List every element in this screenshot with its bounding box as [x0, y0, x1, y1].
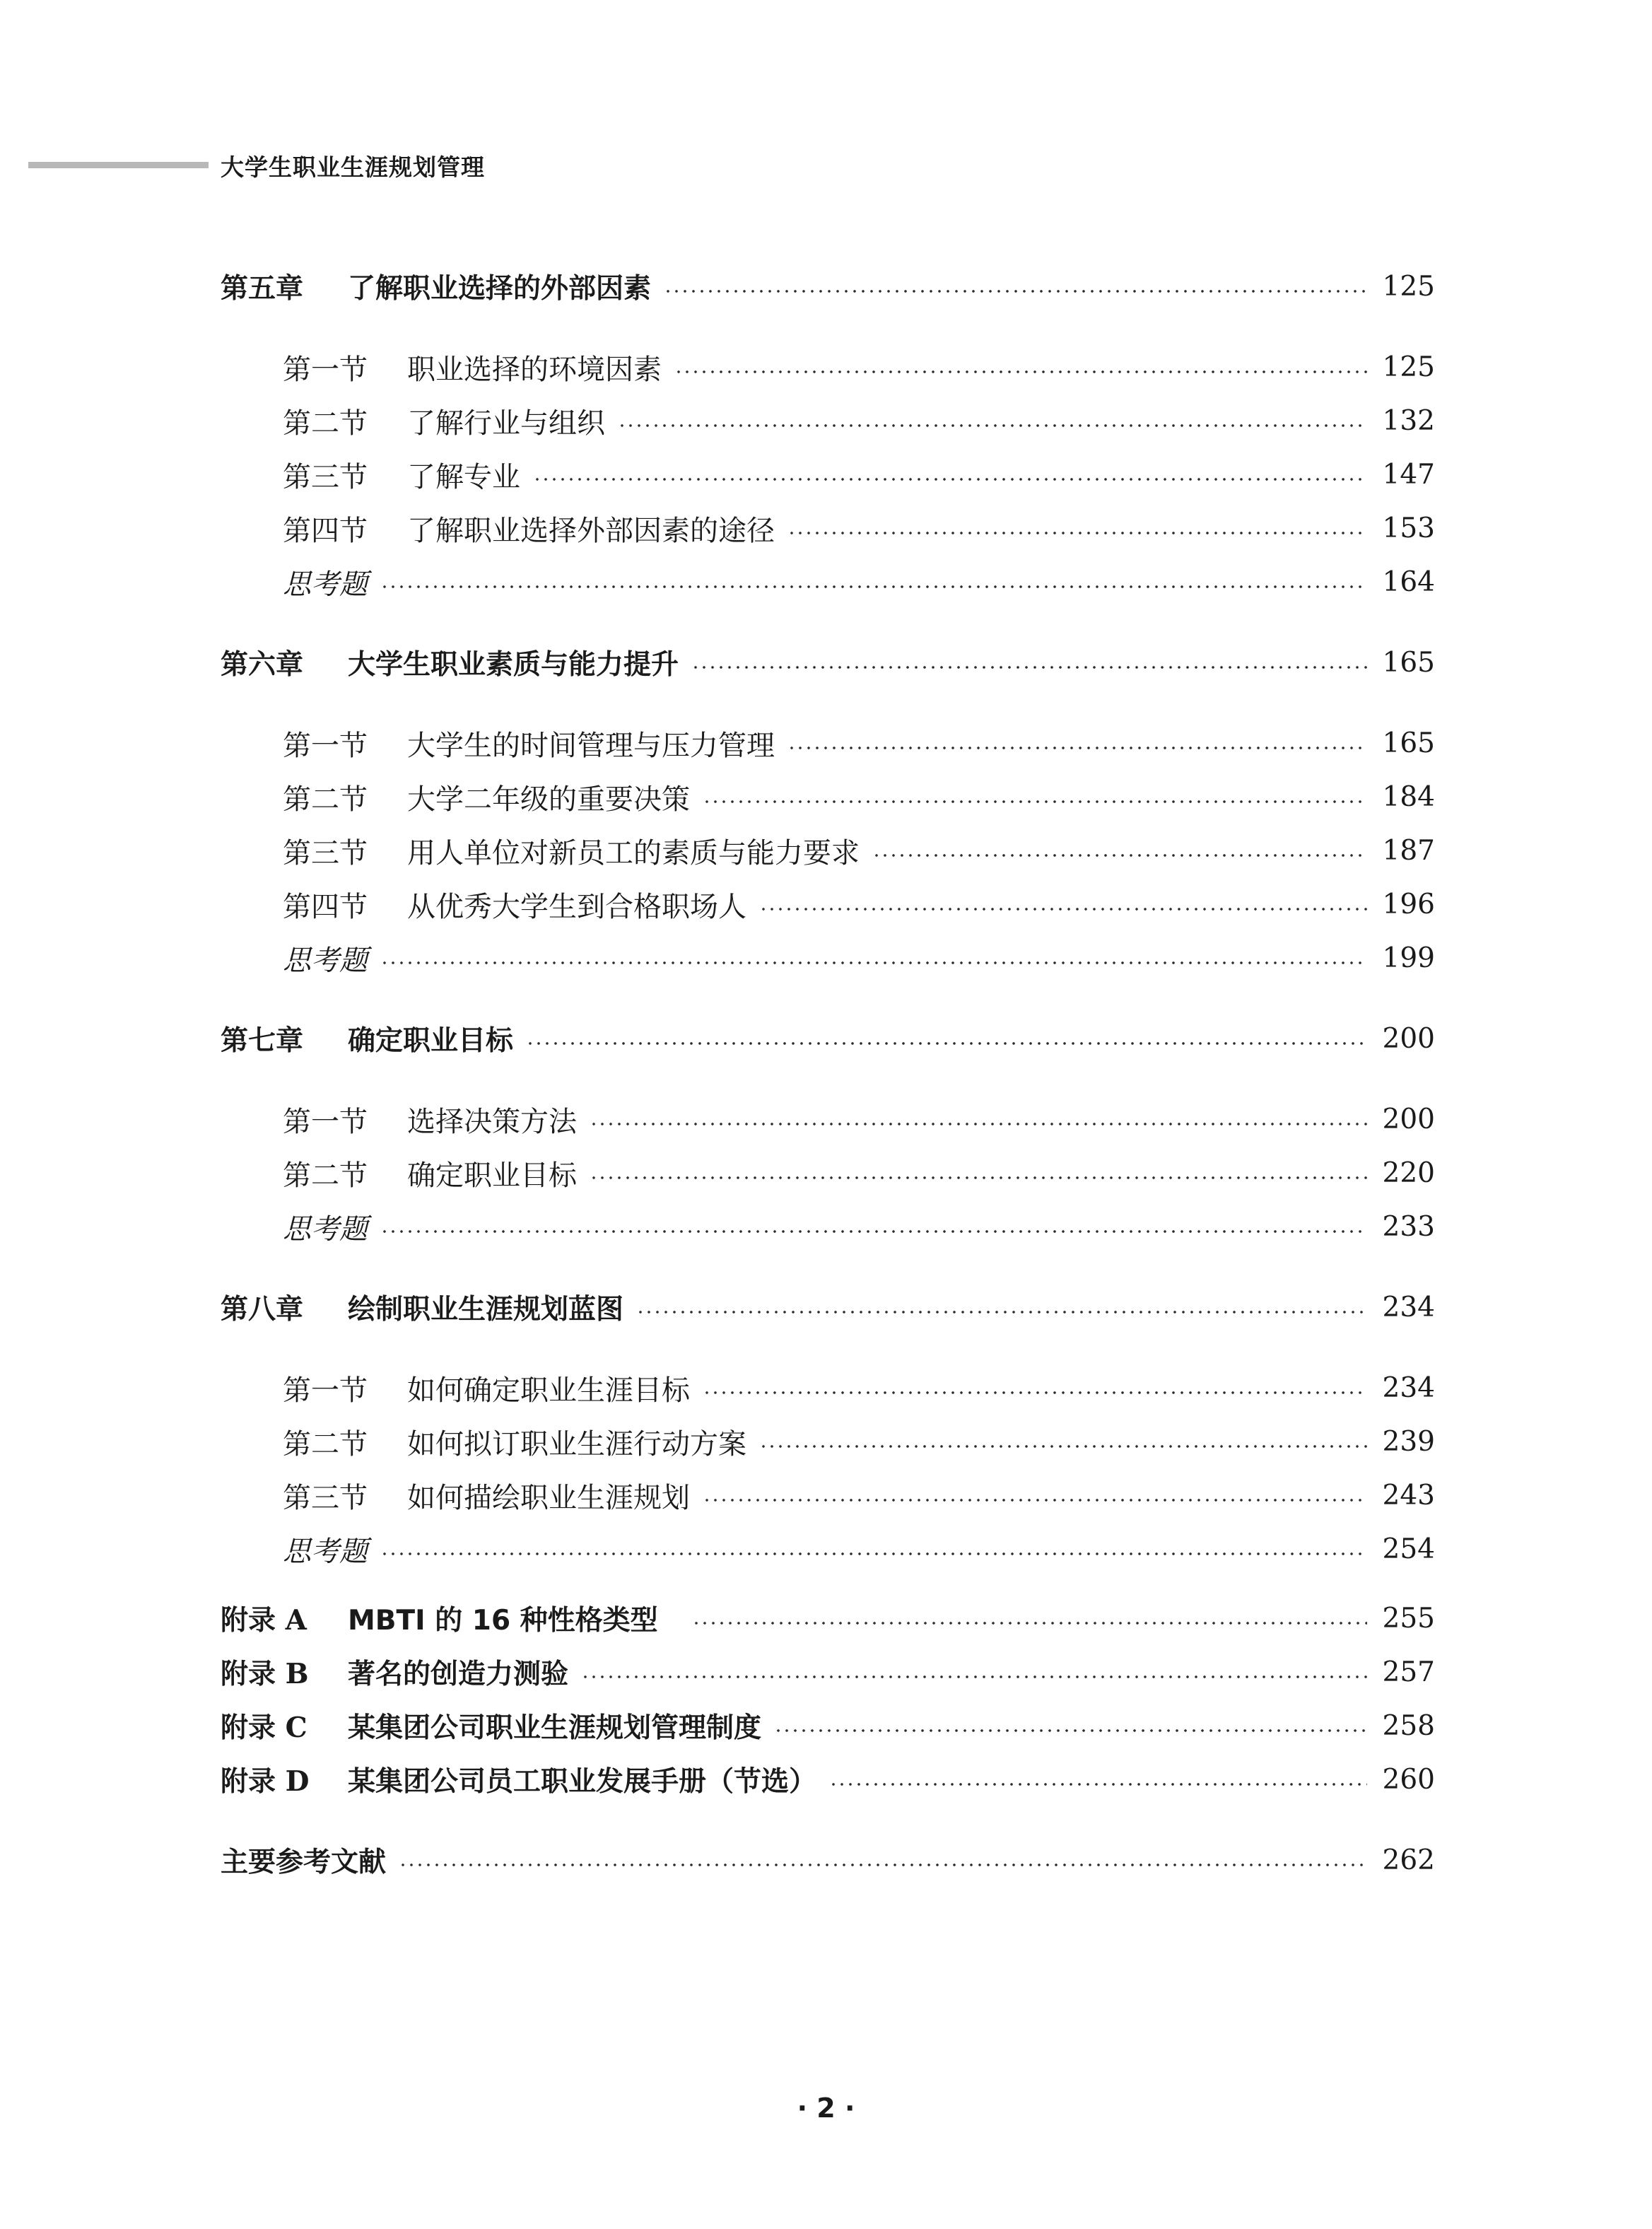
toc-questions-8[interactable] [283, 1528, 1435, 1570]
section-title: 从优秀大学生到合格职场人 [407, 890, 746, 923]
toc-section-8-3[interactable] [283, 1474, 1435, 1516]
section-title: 用人单位对新员工的素质与能力要求 [407, 836, 860, 870]
section-number: 第二节 [283, 1427, 368, 1461]
page-number: 262 [1382, 1844, 1435, 1876]
toc-chapter-8[interactable] [221, 1286, 1435, 1328]
section-number: 第一节 [283, 1374, 368, 1407]
chapter-number: 第八章 [221, 1294, 304, 1326]
questions-title: 思考题 [283, 944, 368, 977]
page-number: 125 [1382, 351, 1435, 383]
toc-chapter-7[interactable] [221, 1017, 1435, 1060]
dot-leader [829, 1783, 1367, 1786]
section-title: 如何描绘职业生涯规划 [407, 1481, 690, 1514]
dot-leader [399, 1864, 1367, 1866]
dot-leader [703, 800, 1367, 803]
appendix-number: 附录 C [221, 1712, 307, 1744]
appendix-title: MBTI 的 16 种性格类型 [348, 1605, 658, 1637]
section-title: 了解职业选择外部因素的途径 [407, 514, 775, 547]
toc-section-6-4[interactable] [283, 883, 1435, 925]
appendix-title: 某集团公司员工职业发展手册（节选） [348, 1766, 817, 1798]
toc-section-6-3[interactable] [283, 829, 1435, 872]
page-number: 257 [1382, 1656, 1435, 1688]
toc-appendix-a[interactable] [221, 1597, 1435, 1639]
page-number: 200 [1382, 1022, 1435, 1055]
dot-leader [526, 1042, 1367, 1045]
page-number: 243 [1382, 1479, 1435, 1511]
section-number: 第一节 [283, 353, 368, 386]
page-number: 153 [1382, 512, 1435, 544]
dot-leader [691, 666, 1367, 669]
page-number: 234 [1382, 1371, 1435, 1404]
dot-leader [692, 1622, 1367, 1625]
toc-references[interactable] [221, 1839, 1435, 1881]
dot-leader [590, 1176, 1367, 1179]
page-number: 164 [1382, 566, 1435, 598]
section-number: 第一节 [283, 729, 368, 762]
dot-leader [759, 908, 1367, 911]
book-title: 大学生职业生涯规划管理 [221, 153, 485, 181]
toc-appendix-b[interactable] [221, 1651, 1435, 1693]
dot-leader [774, 1729, 1367, 1732]
section-title: 了解专业 [407, 460, 520, 493]
chapter-number: 第五章 [221, 273, 304, 305]
toc-questions-7[interactable] [283, 1205, 1435, 1248]
running-header [0, 145, 1652, 187]
page-number: 233 [1382, 1210, 1435, 1243]
section-title: 如何确定职业生涯目标 [407, 1374, 690, 1407]
dot-leader [787, 747, 1367, 749]
toc-questions-5[interactable] [283, 561, 1435, 603]
toc-appendix-c[interactable] [221, 1704, 1435, 1747]
section-title: 职业选择的环境因素 [407, 353, 662, 386]
toc-section-7-2[interactable] [283, 1152, 1435, 1194]
page-number: 255 [1382, 1602, 1435, 1634]
toc-section-5-4[interactable] [283, 507, 1435, 549]
chapter-title: 大学生职业素质与能力提升 [348, 649, 679, 681]
dot-leader [872, 854, 1367, 857]
dot-leader [380, 585, 1367, 588]
toc-chapter-5[interactable] [221, 265, 1435, 308]
section-number: 第三节 [283, 1481, 368, 1514]
dot-leader [618, 424, 1367, 427]
appendix-number: 附录 A [221, 1604, 307, 1637]
toc-questions-6[interactable] [283, 937, 1435, 979]
toc-section-5-3[interactable] [283, 453, 1435, 496]
dot-leader [581, 1675, 1367, 1678]
appendix-number: 附录 B [221, 1658, 309, 1690]
page-number: 220 [1382, 1157, 1435, 1189]
toc-section-6-1[interactable] [283, 722, 1435, 764]
section-title: 了解行业与组织 [407, 406, 605, 440]
page-number: 132 [1382, 404, 1435, 437]
chapter-title: 了解职业选择的外部因素 [348, 273, 652, 305]
page-number: 234 [1382, 1291, 1435, 1323]
page-number: 199 [1382, 942, 1435, 974]
page-number: 147 [1382, 458, 1435, 491]
toc-appendix-d[interactable] [221, 1758, 1435, 1801]
chapter-title: 绘制职业生涯规划蓝图 [348, 1294, 624, 1326]
section-title: 大学二年级的重要决策 [407, 783, 690, 816]
section-title: 如何拟订职业生涯行动方案 [407, 1427, 746, 1461]
section-title: 确定职业目标 [407, 1159, 577, 1192]
dot-leader [703, 1391, 1367, 1394]
questions-title: 思考题 [283, 568, 368, 601]
section-number: 第三节 [283, 836, 368, 870]
toc-section-7-1[interactable] [283, 1098, 1435, 1140]
references-title: 主要参考文献 [221, 1847, 387, 1878]
page-number: 165 [1382, 727, 1435, 759]
dot-leader [590, 1123, 1367, 1125]
page-number: 125 [1382, 270, 1435, 303]
section-number: 第四节 [283, 890, 368, 923]
section-number: 第二节 [283, 1159, 368, 1192]
dot-leader [703, 1499, 1367, 1502]
section-number: 第四节 [283, 514, 368, 547]
page-number: 260 [1382, 1763, 1435, 1796]
dot-leader [787, 532, 1367, 534]
section-title: 大学生的时间管理与压力管理 [407, 729, 775, 762]
section-number: 第二节 [283, 406, 368, 440]
header-rule [28, 162, 209, 168]
page-number: 239 [1382, 1425, 1435, 1458]
page-number: 196 [1382, 888, 1435, 920]
section-title: 选择决策方法 [407, 1105, 577, 1138]
page-number: 200 [1382, 1103, 1435, 1135]
chapter-number: 第六章 [221, 649, 304, 681]
toc-section-6-2[interactable] [283, 776, 1435, 818]
page-number: 184 [1382, 780, 1435, 813]
page-number: 187 [1382, 834, 1435, 867]
section-number: 第三节 [283, 460, 368, 493]
dot-leader [380, 961, 1367, 964]
dot-leader [533, 478, 1367, 481]
toc-section-8-2[interactable] [283, 1420, 1435, 1463]
dot-leader [636, 1311, 1367, 1314]
questions-title: 思考题 [283, 1212, 368, 1246]
chapter-title: 确定职业目标 [348, 1025, 514, 1057]
dot-leader [674, 370, 1367, 373]
chapter-number: 第七章 [221, 1025, 304, 1057]
section-number: 第二节 [283, 783, 368, 816]
dot-leader [759, 1445, 1367, 1448]
dot-leader [664, 290, 1367, 293]
appendix-title: 某集团公司职业生涯规划管理制度 [348, 1712, 762, 1744]
toc-section-8-1[interactable] [283, 1367, 1435, 1409]
folio-page-number: · 2 · [797, 2093, 855, 2124]
questions-title: 思考题 [283, 1535, 368, 1568]
section-number: 第一节 [283, 1105, 368, 1138]
page-number: 258 [1382, 1709, 1435, 1742]
dot-leader [380, 1552, 1367, 1555]
toc-chapter-6[interactable] [221, 641, 1435, 684]
appendix-title: 著名的创造力测验 [348, 1658, 569, 1690]
page-number: 254 [1382, 1533, 1435, 1565]
dot-leader [380, 1230, 1367, 1233]
toc-section-5-1[interactable] [283, 346, 1435, 388]
toc-section-5-2[interactable] [283, 399, 1435, 442]
page-number: 165 [1382, 646, 1435, 679]
appendix-number: 附录 D [221, 1765, 310, 1798]
